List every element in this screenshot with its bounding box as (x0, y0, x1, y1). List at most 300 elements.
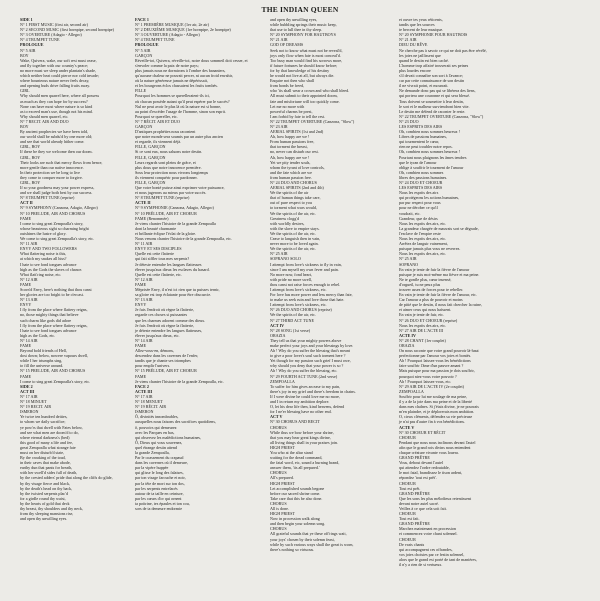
text-line: as to exceed man's use, though not his mind. (20, 108, 93, 114)
text-line: Cease to languish then in vain, (270, 236, 321, 242)
text-line: to whom we daily sacrifice; (20, 419, 66, 425)
text-column-4 (399, 17, 499, 597)
text-line: CHOEUR (399, 434, 416, 440)
text-line: par les cœurs d'or qui ornent (135, 495, 182, 501)
text-line: LES ESPRITS DES AIRS (399, 123, 443, 129)
text-line: You who at the altar stand (270, 449, 313, 455)
text-line: By the croaking of the toad, (20, 455, 66, 461)
text-line: je déteste entendre les langues flatteuses, (135, 327, 203, 333)
text-line: FAME (135, 343, 147, 348)
text-line: outshines the lustre of glory. (20, 230, 67, 236)
text-line: N° 23 AIR (270, 123, 288, 129)
text-line: Pendant que nous nous inclinons devant l'autel (399, 439, 476, 445)
text-line: LES ESPRITS DES AIRS (399, 185, 443, 191)
text-line: CHORUS (270, 470, 287, 476)
text-line: by the crested adders' pride that along the cliffs do glide, (20, 475, 113, 481)
text-line: N° 11 AIR (20, 241, 38, 247)
text-line: En vain je tente de fuir la fièvre de l'amour, etc. (399, 292, 477, 298)
text-line: FAME (20, 281, 32, 287)
text-line: All grateful sounds that ye these off'rings wait, (270, 531, 347, 537)
text-line: FAME (20, 215, 32, 221)
text-line: N° 24 DUO ET CHOEUR (399, 180, 443, 185)
text-line: Ô, divinités innombrables, (135, 414, 179, 420)
text-line: N° 1 FIRST MUSIC (first air, second air) (20, 22, 89, 28)
text-line: Ah ! Why do you suffer the blessing that's meant (270, 348, 351, 354)
text-line: ISMERON (135, 409, 154, 415)
text-line: l'esclave de l'empire reste (399, 230, 441, 236)
text-line: tandis que je chante ses triomphes (135, 358, 191, 364)
text-line: Souffrir pour lui me soulage de ma peine, (399, 393, 468, 399)
text-line: there's nothing so virtuous. (270, 546, 315, 552)
text-line: GARÇON (135, 123, 153, 129)
text-line: if future fortunes he should know before; (270, 62, 338, 68)
text-line: All must submit to their appointed doom, (270, 93, 338, 99)
text-line: CHORUS (270, 424, 287, 430)
text-line: N° 25 AIR (399, 256, 417, 262)
text-line: for by that knowledge of his destiny (270, 67, 330, 73)
text-line: Tout est prêt. (399, 485, 421, 491)
text-line: et commencez votre chant solennel. (399, 531, 458, 537)
text-line: Je fuis l'endroit où règne la flatterie, (135, 307, 195, 313)
text-line: to make us seek ruin and love those that hate. (270, 297, 345, 303)
text-line: while I her triumphs sing, (20, 358, 63, 364)
text-line: If so your goodness may your power express, (20, 185, 95, 191)
text-line: Nous les esprits des airs, etc. (399, 220, 447, 226)
text-line: afin que le grand rois divins nous entendent (399, 444, 471, 450)
text-line: Ah ! Why do you suffer the blessing, etc. (270, 368, 338, 374)
text-line: plus doux que notre innocence première. (135, 164, 202, 170)
text-line: Beyond bold friends of Hell, (20, 348, 67, 354)
text-line: Seek not to know what must not be reveal'd, (270, 47, 343, 53)
text-line: None can have most where nature is so kind (20, 103, 93, 109)
text-line: We the spirits of the air (270, 190, 309, 196)
text-line: from thy sleeping mansions rise, (20, 511, 74, 517)
text-line: N° 11 AIR (135, 241, 153, 247)
text-line: Yet though for my passion such grief I must owe, (270, 358, 351, 364)
text-line: Pourtant nous plaignons les âmes tendres (399, 154, 467, 160)
text-line: for I ne'er blessing have no other end. (270, 409, 332, 415)
text-line: N° 5 AIR (135, 47, 151, 53)
text-line: que les charmes adorent comme des dieux. (135, 317, 206, 323)
text-line: BOY (20, 52, 29, 58)
text-line: et aimer ceux qui nous haïssent. (399, 307, 452, 313)
text-line: All is done. (270, 506, 289, 511)
text-line: Méprisée Envy, il n'est ici rien que tu puisses ternir, (135, 286, 220, 292)
text-line: dans les cavernes où il demeure, (135, 460, 188, 466)
text-line: Ye twice ten hundred deities, (20, 414, 68, 420)
text-line: N° 10 PRÉLUDE, AIR ET CHOEUR (135, 210, 197, 216)
text-line: qu'aucune chaleur ne pouvait percer, ni aucun froid envahir, (135, 73, 233, 79)
text-line: ENVY (135, 302, 147, 308)
text-line: N° 26 DUO ET CHOEUR (reprise) (399, 317, 458, 323)
text-line: No more now, fond heart, (270, 271, 313, 277)
text-line: make perfect your joys and your blessings by love. (270, 343, 354, 348)
text-line: qui observez les malédictions humaines, (135, 434, 202, 440)
text-line: by the death's head on thy back, (20, 485, 73, 491)
text-line: We the spirits of the air, etc. (270, 246, 316, 252)
text-line: N° 30 CHOEUR ET RÉCIT (399, 429, 446, 435)
text-line: N° 29 FOURTH ACT TUNE (2nd verse) (270, 373, 338, 379)
text-line: FAME (Renommée) (135, 215, 169, 221)
text-line: I come to sing great Zempoalla's story, (20, 220, 84, 226)
text-line: Ne te gonfle plus, cœur insensé, (399, 276, 452, 282)
text-line: and I in return my ambition deplore. (270, 399, 330, 405)
text-line: If I were divine he could love me no more, (270, 393, 341, 399)
text-line: N° 3 OUVERTURE (Adagio - Allegro) (135, 32, 200, 38)
text-line: Ah, how happy are we ! (270, 154, 310, 160)
text-line: pourquoi niez-vous votre pouvoir ? (399, 373, 457, 379)
text-line: where eternal darkness's (bed) (20, 434, 70, 440)
text-line: Ah, how happy are we ! (270, 134, 310, 140)
text-line: We the spirits of the air, etc. (270, 230, 316, 236)
text-line: earthy dun that pants for breath, (20, 465, 73, 471)
text-line: les joies ne jaillissent que (399, 52, 441, 58)
text-line: Le destin me défend de raconter le reste. (399, 108, 466, 114)
text-line: élever jusqu'aux dieux, etc. (135, 332, 180, 338)
text-line: pour ne dérober ce qu'il (399, 205, 438, 211)
text-line: with the slave to empire stays. (270, 225, 320, 231)
text-line: Why should men quarrel here, where all possess (20, 93, 100, 99)
text-line: must on her disturb'd state, (20, 449, 65, 455)
text-line: N° 10 PRELUDE, AIR AND CHORUS (20, 210, 86, 216)
text-line: Ô, Dieux qui vous souvenez, (135, 439, 183, 445)
text-line: En vain je tente de fuir, etc. (399, 312, 445, 318)
text-line: GARÇON (135, 52, 153, 58)
text-line: We the spirits of the air, etc. (270, 210, 316, 216)
text-line: Mais puisque pour ma passion je dois souffrir, (399, 368, 475, 374)
text-line: qui glisse le long des falaises, (135, 470, 184, 476)
text-line: FAME (20, 373, 32, 379)
text-line: Je viens chanter l'histoire de la grande Zempoalla (135, 220, 216, 226)
text-line: libres des passions humaines. (399, 174, 448, 180)
text-line: and then begin your solemn song. (270, 521, 326, 527)
text-line: which neither heat could pierce nor cold invade; (20, 73, 100, 79)
text-line: N° 15 PRELUDE, AIR AND CHORUS (20, 368, 86, 374)
text-line: N° 24 DUO AND CHORUS (270, 180, 317, 185)
section-heading: ACTE II (135, 200, 151, 206)
text-line: Réveille-toi, Quivera, réveille-toi, notre doux sommeil doit cesser, et (135, 57, 248, 63)
text-line: ils viennent conquérir pour pardonner. (135, 174, 198, 180)
text-line: N° 20 SYMPHONY FOR HAUTBOYS (270, 32, 336, 38)
text-line: N° 2 DEUXIÈME MUSIQUE (1re hornpipe, 2e hornpipe) (135, 27, 231, 33)
text-line: s'envoler comme la paix de notre pays; (135, 62, 199, 68)
text-line: N° 21 AIR (399, 37, 417, 43)
text-line: ENVY AND TWO FOLLOWERS (20, 246, 77, 252)
text-line: with pride no more swell, (270, 276, 312, 282)
text-line: N° 7 RÉCIT. AIR ET DUO (135, 118, 180, 124)
text-line: GOD OF DREAMS (270, 42, 304, 48)
text-line: N° 13 AIR (20, 297, 38, 303)
text-line: to give a poor lover's soul such torment here ? (270, 353, 346, 359)
text-line: Par le coassement du crapaud (135, 455, 184, 461)
text-line: such charm like gods did adore (20, 317, 72, 323)
text-line: il ne vivrait point, et mourrait. (399, 83, 449, 89)
text-line: Quelle est cette flatterie (135, 251, 174, 257)
text-line: HIGH PRIEST (270, 480, 295, 486)
text-line: descendez dans les cavernes de l'enfer, (135, 353, 199, 359)
text-line: They tell us that your mighty powers above (270, 337, 342, 343)
text-line: te bercent de leur musique. (399, 27, 444, 33)
text-line: thou canst not raise forces enough to rebel. (270, 281, 341, 287)
text-line: par les serpents entrelacés (135, 485, 178, 491)
text-line: Ne demande donc pas qui se libérera des liens, (399, 88, 476, 94)
text-line: sors de ta demeure endormie (135, 506, 183, 511)
text-line: ORAZIA (399, 343, 415, 348)
text-line: le mot fatal, brandissez le tison ardent, (399, 470, 463, 476)
text-line: N° 21 AIR (270, 37, 288, 43)
text-line: Veillez à ce que cela soit fait. (399, 506, 447, 511)
text-line: N° 12 AIR (135, 276, 153, 282)
text-line: FILLE (135, 88, 147, 94)
text-line: at which my snakes all hiss? (20, 256, 67, 262)
text-line: O, let his dear life then, kind heavens, defend (270, 404, 345, 410)
text-line: puisque jamais plus vous ne reverrez. (399, 246, 461, 252)
text-line: N° 5 AIR (20, 47, 36, 53)
text-column-2 (135, 17, 248, 597)
text-column-3 (270, 17, 370, 597)
text-line: Marchez maintenant en procession (399, 526, 456, 532)
text-line: our world shall be subdu'd by one more old; (20, 134, 93, 140)
text-line: since I am myself my own fever and pain. (270, 266, 339, 272)
text-line: and open thy unwilling eyes. (20, 516, 68, 522)
text-line: AERIAL SPIRITS (1st and 2nd) (270, 129, 324, 135)
text-line: qui accompagnent ces offrandes, (399, 546, 453, 552)
text-line: ISMERON (20, 409, 39, 415)
text-line: voudrait, etc. (399, 210, 421, 216)
text-line: N° 27 THIRD ACT TUNE (270, 317, 314, 323)
text-line: GIRL, BOY (20, 144, 41, 150)
text-line: où chacun possède autant qu'il peut espérer par le succès? (135, 98, 230, 104)
text-line: auxquelles nous faisons des sacrifices quotidiens, (135, 419, 216, 425)
text-line: Oh, combien nous sommes (399, 169, 444, 175)
text-line: waiting for the dread command, (270, 455, 323, 461)
text-line: N° 4 TRUMPET TUNE (20, 37, 60, 43)
text-line: GRAND PRÊTRE (399, 455, 430, 461)
text-line: powerful charms be prest, (270, 108, 313, 114)
text-line: qui tourmentent le cœur, (399, 139, 440, 145)
text-line: and see that world already hither come. (20, 139, 85, 145)
text-line: N° 17 AIR (135, 393, 153, 399)
text-line: ZEMPOALLA (399, 388, 424, 394)
text-line: élever jusqu'aux dieux les esclaves du hasard. (135, 266, 210, 272)
text-line: devant notre autel sacré. (399, 500, 439, 506)
text-line: ORAZIA (270, 332, 286, 338)
text-line: puisque je suis moi-même ma fièvre et ma peine. (399, 271, 480, 277)
text-line: dost down; below, nowere vapours dwell, (20, 353, 89, 359)
text-column-1 (20, 17, 120, 597)
text-line: they come to conquer more to forgive. (20, 174, 83, 180)
text-line: CHORUS (270, 500, 287, 506)
section-heading: ACTE IV (399, 332, 416, 338)
text-line: de pitié que le destin, il nous fait chercher la ruine, (399, 302, 482, 308)
text-line: Their looks are such that mercy flows from hence, (20, 159, 103, 165)
text-line: Oh, combien nous sommes heureux ! (399, 149, 460, 155)
section-heading: ACT IV (270, 322, 285, 328)
text-line: Que votre bonté puisse ainsi exprimer votre puissance, (135, 185, 225, 191)
text-line: Ah ! Pourquoi laissez-vous, etc. (399, 378, 452, 384)
text-line: Pourquoi se quereller, etc. (135, 113, 178, 119)
text-line: il n'y a rien de si vertueux. (399, 562, 443, 568)
text-line: Nous venons chanter l'histoire de la grande Zempoalla, etc. (135, 236, 232, 242)
text-line: d'orgueil, tu ne peux plus (399, 281, 441, 287)
text-line: tandis que les sources (399, 22, 435, 28)
text-line: To suffer for him gives an ease to my pain, (270, 383, 341, 389)
text-line: qui fait siffler tous mes serpents? (135, 256, 190, 262)
text-line: N° 27 AIR DE L'ACTE III (399, 327, 444, 333)
text-line: this good of many a life and fee, (20, 439, 73, 445)
text-line: CHOEUR (399, 480, 416, 486)
text-line: I attempt from love's sickness, etc. (270, 286, 327, 292)
text-line: by thy visage fierce and black, (20, 480, 71, 486)
text-line: high as the Gods, etc. (20, 332, 56, 338)
text-line: FAME (20, 343, 32, 348)
text-line: FAME (135, 373, 147, 379)
text-line: dont la beauté charmante (135, 225, 177, 231)
text-line: Nous les esprits des airs, etc. (399, 251, 447, 257)
text-line: perfectionne par l'amour vos joies et bontés. (399, 353, 472, 359)
text-line: All's prepared. (270, 475, 294, 481)
text-line: et brillante éclipse l'éclat de la gloire. (135, 230, 197, 236)
text-line: before our sacred shrine come. (270, 490, 321, 496)
text-line: que notre monde sera soumis par un autre plus ancien (135, 134, 223, 140)
text-line: never more to be loved again. (270, 241, 319, 247)
text-line: le sort et le malheur surviendront bien vite. (399, 103, 470, 109)
text-line: I attempt from love's sickness to fly in vain, (270, 261, 342, 267)
text-line: N° 22 TRUMPET OVERTURE (Canzona, "Slow") (399, 113, 484, 119)
text-line: N° 29 AIR DE L'ACTE IV (2e couplet) (399, 383, 464, 389)
text-line: Scorn'd Envy, here's nothing that thou canst (20, 286, 92, 292)
text-line: N° 1 PREMIÈRE MUSIQUE (1er air, 2e air) (135, 22, 210, 28)
text-line: that torment the breast, (270, 144, 308, 150)
text-line: N° 17 AIR (20, 393, 38, 399)
text-line: il y a de la joie dans ma peine et de la liberté (399, 399, 472, 405)
text-line: N° 15 PRÉLUDE, AIR ET CHOEUR (135, 368, 197, 374)
text-line: N° 9 SYMPHONY (Canzona, Adagio, Allegro) (20, 205, 98, 211)
text-line: et nous jugerons au mieux par votre succès. (135, 190, 207, 196)
text-line: no more must we sleep under plantain's shade, (20, 67, 96, 73)
text-line: all living things shall in your praises join. (270, 439, 338, 445)
text-line: Let accomplished sounds begone (270, 485, 325, 491)
text-line: SOPRANO SOLO (270, 256, 301, 262)
text-line: and opening buds drive falling fruits away. (20, 83, 91, 89)
text-line: N° 20 SYMPHONIE POUR HAUTBOIS (399, 32, 468, 38)
text-line: N° 30 CHORUS AND RECIT (270, 419, 320, 425)
text-line: We come to sing great Zempoalla's story, etc. (20, 236, 95, 242)
text-line: Je viens chanter l'histoire de la grande Zempoalla, etc. (135, 378, 224, 384)
text-line: pour emplir l'univers. (135, 363, 171, 369)
text-line: Vous, debout devant l'autel (399, 460, 444, 466)
section-heading: ACTE III (135, 388, 153, 394)
text-line: FAME (135, 281, 147, 287)
text-line: ô, pouvoirs qui demeurez (135, 424, 177, 430)
text-line: with her swell'd sides full of death, (20, 470, 78, 476)
text-line: par la vipère huppée (135, 465, 169, 471)
section-heading: FACE 1 (135, 17, 149, 22)
text-line: On nous raconte que votre grand pouvoir là-haut (399, 348, 479, 354)
text-line: FILLE, GARÇON (135, 144, 166, 150)
text-line: N° 19 RECIT. AIR (20, 404, 52, 410)
text-line: N° 19 RÉCIT. AIR (135, 404, 167, 410)
text-line: CHOEUR (399, 536, 416, 542)
text-line: thy breast, thy shoulders and thy neck, (20, 506, 83, 511)
text-line: Wake, Quivera, wake, our soft rest must cease, (20, 57, 97, 63)
text-line: Greatness clogg'd (270, 215, 300, 221)
text-line: from human passion free. (270, 174, 312, 180)
text-line: que le tyran de l'amour (399, 159, 437, 165)
text-line: ta poitrine, tes épaules et ton cou, (135, 500, 190, 506)
text-line: I fly from the place where flattery reigns, (20, 322, 88, 328)
text-line: joys only flow when fate is most conceal'd. (270, 52, 341, 58)
text-line: high as the Gods the slaves of chance. (20, 266, 83, 272)
text-line: great Zempoalla what strange fate (20, 444, 76, 450)
text-line: BOY (20, 123, 29, 129)
text-line: Nous les esprits des airs (399, 190, 439, 196)
text-line: N° 18 MINUET (20, 399, 47, 405)
text-line: your joys' chosen by their solemn feast, (270, 536, 335, 542)
text-line: GRAND PRÊTRE (399, 490, 430, 496)
text-line: N° 7 RECIT. AIR AND DUO (20, 118, 69, 124)
text-line: regarde ces choses si puissantes (135, 312, 188, 318)
text-line: to torment what wars would, (270, 205, 317, 211)
text-line: et les bourgeons éclos chassaient les fruits tombés. (135, 83, 218, 89)
text-line: N° 3 OVERTURE (Adagio - Allegro) (20, 32, 82, 38)
text-line: Car l'amour a plus de pouvoir et moins (399, 297, 463, 303)
text-line: HIGH PRIEST (270, 511, 295, 517)
text-line: answer them, 'tis all prepared.' (270, 465, 320, 471)
text-line: Oh, combien nous sommes heureux ! (399, 129, 460, 135)
text-line: Quelle est cette flatterie, etc. (135, 271, 182, 277)
text-line: the fatal word, etc, sound a burning brand, (270, 460, 340, 466)
text-line: FILLE, GARÇON (135, 154, 166, 160)
text-line: N° 14 AIR (135, 337, 153, 343)
text-line: oblige à souffrir le tourment de l'amour (399, 164, 464, 170)
text-line: CHOEUR (399, 511, 416, 517)
text-line: no, those mighty things that believe (20, 312, 79, 318)
text-line: par ton visage farouche et noir, (135, 475, 186, 481)
text-line: N° 22 TRUMPET OVERTURE (Canzona, "Slow") (270, 118, 355, 124)
text-line: N° 13 AIR (135, 297, 153, 303)
text-line: je n'ai pas d'autre fin à vos bénédictions. (399, 419, 466, 425)
text-line: car par cette connaissance de son destin (399, 78, 465, 84)
text-line: Grandeur, que de désirs (399, 215, 438, 221)
text-line: Ne cherche pas à savoir ce qui ne doit pas être révélé, (399, 47, 487, 53)
section-heading: SIDE 1 (20, 17, 33, 22)
text-line: ZEMPOALLA (270, 378, 295, 384)
text-line: N° 14 AIR (20, 337, 38, 343)
text-line: and fly together with our country's peace; (20, 62, 89, 68)
text-line: Je déteste entendre les langues flatteuses (135, 261, 202, 267)
text-line: her glories are too bright to be o'ercast. (20, 292, 84, 298)
text-line: N° 25 AIR (270, 251, 288, 257)
text-line: Yet we pity tender souls, (270, 159, 311, 165)
section-heading: PROLOGUE (135, 42, 159, 48)
text-line: N° 2 SECOND MUSIC (first hornpipe, second hornpipe) (20, 27, 114, 33)
page-title: THE INDIAN QUEEN (261, 5, 339, 14)
text-line: From human passions free, (270, 139, 315, 145)
text-line: ENVY ET SES DISCIPLES (135, 246, 182, 252)
text-line: Enquire not then who shall (270, 78, 315, 84)
text-line: I fly from the place where flattery reigns, (20, 307, 88, 313)
text-line: qui portera une couronne et qui sera blessé. (399, 93, 470, 99)
text-line: et regarde, ils viennent déjà. (135, 139, 182, 145)
text-line: Je fuis l'endroit où règne la flatterie, (135, 322, 195, 328)
text-line: If these be they we welcome then our doom. (20, 149, 93, 155)
text-line: De vrais chants (399, 541, 425, 547)
text-line: While thus we bow before your shrine, (270, 429, 334, 435)
text-line: Tout est fait. (399, 516, 420, 522)
text-line: Sous leur protection nous vivrons longtemps (135, 169, 209, 175)
text-line: he would not live at all, but always die. (270, 73, 335, 79)
